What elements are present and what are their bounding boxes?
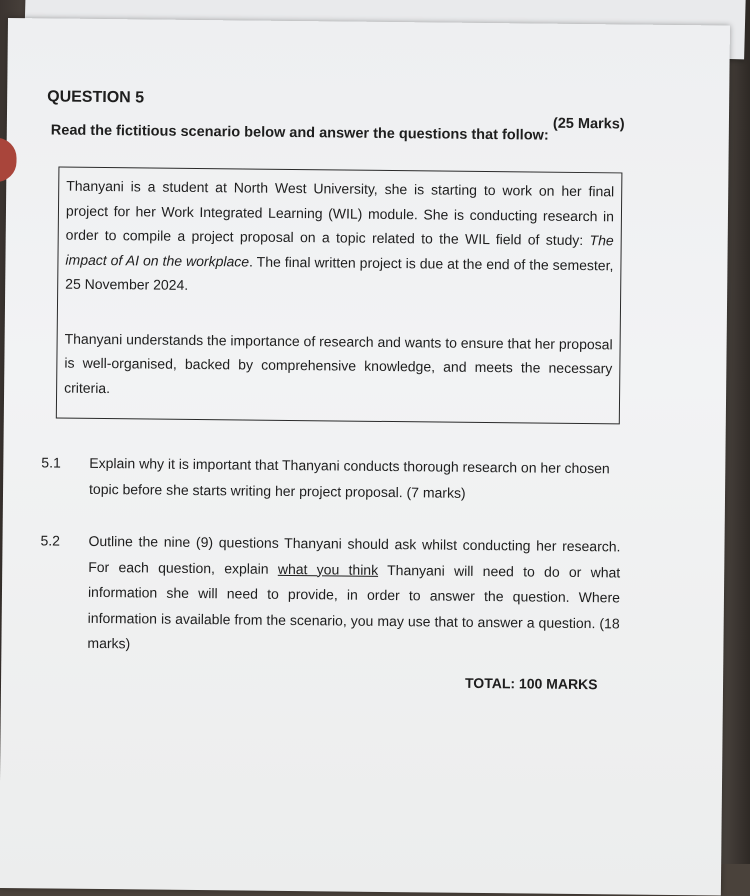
scenario-p1-topic: The impact of AI on the workplace (65, 232, 614, 270)
subquestion-text-start: Outline the nine (9) questions Thanyani should ask whilst conducting her research. For each question, explain (88, 532, 621, 577)
subquestion-number: 5.1 (41, 454, 61, 471)
subquestion-number: 5.2 (40, 532, 61, 549)
scenario-p1-text: Thanyani is a student at North West University, she is starting to work on her final project for her Work Integrated Learning (WIL) module. She is conducting research in order to compile a project proposal on a topic related to the WIL field of study: (65, 177, 615, 249)
scenario-box (56, 167, 623, 425)
subquestion-underlined-phrase: what you think (277, 560, 379, 578)
exam-paper (0, 18, 730, 896)
subquestion-text (87, 529, 620, 662)
question-title: QUESTION 5 (47, 88, 145, 107)
subquestion-5-2 (39, 528, 620, 662)
scenario-paragraph-2: Thanyani understands the importance of research and wants to ensure that her proposal is well-organised, backed by comprehensive knowledge, and meets the necessary criteria. (64, 330, 613, 396)
scenario-paragraph-1 (65, 174, 614, 302)
question-instruction: Read the fictitious scenario below and answer the questions that follow: (50, 122, 549, 144)
total-marks: TOTAL: 100 MARKS (464, 674, 598, 693)
scenario-p1-text-end: . The final written project is due at the end of the semester, 25 November 2024. (65, 253, 614, 293)
question-marks: (25 Marks) (552, 115, 625, 133)
subquestion-text: Explain why it is important that Thanyani conducts thorough research on her chosen topic before she starts writing her project proposal. (7 marks) (88, 454, 610, 501)
page-content (0, 18, 730, 896)
subquestion-5-1 (41, 450, 622, 507)
subquestion-text-end: Thanyani will need to do or what information she will need to provide, in order to answer the question. Where information is available from the scenario, you may use that to answer a question. (18 marks) (87, 561, 621, 652)
